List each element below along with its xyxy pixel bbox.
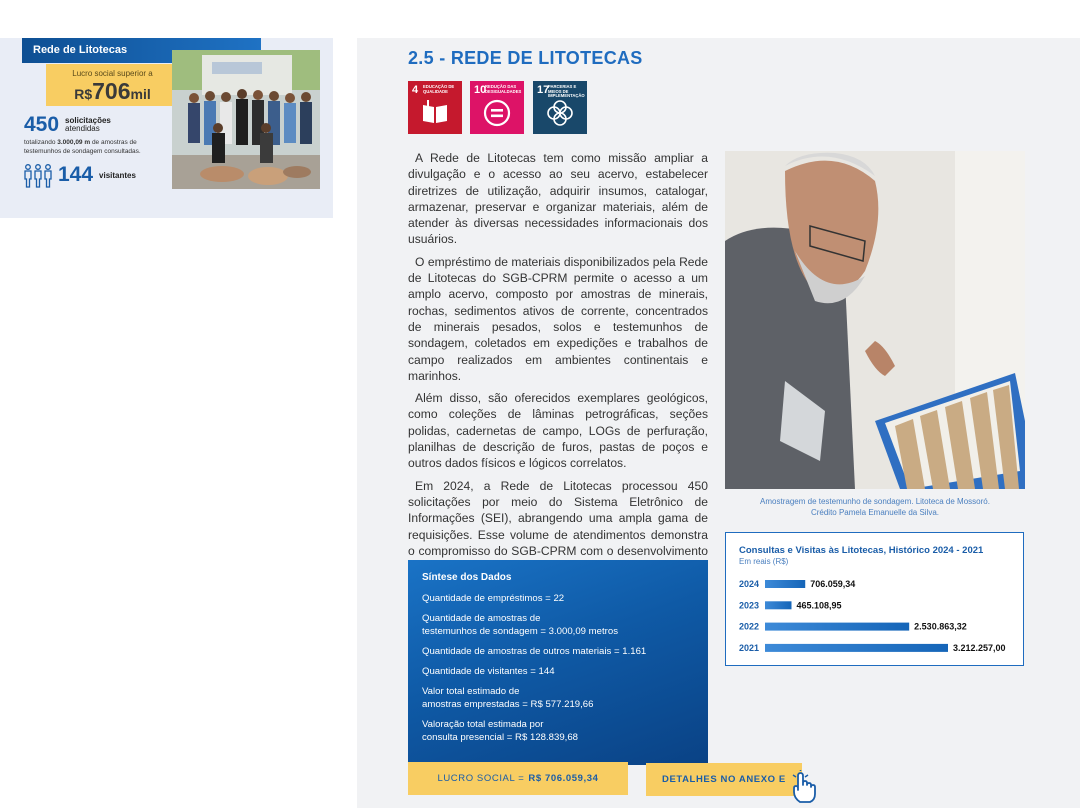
sdg-badge-17 [533,81,587,134]
group-photo [172,50,320,189]
sdg-number: 17 [537,84,550,96]
paragraph: Além disso, são oferecidos exemplares geológicos, como coleções de lâminas petrográficas, seções polidas, cadernetas de campo, LOGs de perfuração, planilhas de descrição de furos, pastas de poços e outros dados físicos e lógicos correlatos. [408,391,708,471]
requests-label [65,117,111,133]
synthesis-line: Quantidade de empréstimos = 22 [422,593,565,604]
requests-note [24,139,164,156]
requests-note-suffix: de amostras de testemunhos de sondagem consultadas. [24,139,141,155]
chart-bar [765,623,909,631]
sdg-badge-4 [408,81,462,134]
requests-note-prefix: totalizando [24,139,58,146]
synthesis-item [422,665,694,678]
synthesis-item [422,718,694,744]
visitors-stat [22,162,136,188]
chart-value-label: 2.530.863,32 [914,621,967,632]
details-annex-button[interactable] [646,763,802,796]
synthesis-line: amostras emprestadas = R$ 577.219,66 [422,699,594,710]
lucro-highlight [46,64,179,106]
visitors-count: 144 [58,163,94,186]
chart-category-label: 2022 [739,621,760,632]
synthesis-line: Valor total estimado de [422,686,520,697]
synthesis-line: Valoração total estimada por [422,719,544,730]
chart-title: Consultas e Visitas às Litotecas, Histórico 2024 - 2021 [739,545,984,556]
chart-bar [765,580,805,588]
synthesis-item [422,645,694,658]
sdg-label: REDUÇÃO DAS DESIGUALDADES [485,84,522,94]
chart-bar [765,644,948,652]
visitors-label: visitantes [99,170,136,180]
summary-card [0,38,333,218]
paragraph: Em 2024, a Rede de Litotecas processou 450 solicitações por meio do Sistema Eletrônico de Informações (SEI), abrangendo uma ampla gama de requisições. Esse volume de atendimentos demonstra o compromisso do SGB-CPRM com o desenvolvimento [408,478,708,558]
details-annex-label: DETALHES NO ANEXO E [662,774,786,785]
lucro-caption: Lucro social superior a [72,69,153,78]
paragraph: O empréstimo de materiais disponibilizados pela Rede de Litotecas do SGB-CPRM permite o acesso a um amplo acervo, composto por amostras de minerais, rochas, sedimentos ativos de corrente, concentrados de minerais pesados, solos e testemunhos de sondagem, coletados em expedições e trabalhos de campo realizados em ambientes continentais e marinhos. [408,254,708,383]
requests-count: 450 [24,113,60,136]
synthesis-title: Síntese dos Dados [422,572,512,583]
synthesis-line: consulta presencial = R$ 128.839,68 [422,732,579,743]
sdg-number: 4 [412,84,419,96]
lucro-social-label: LUCRO SOCIAL = [437,773,525,784]
people-group-icon [22,162,54,188]
chart-subtitle: Em reais (R$) [739,557,789,566]
lucro-currency: R$ [74,86,93,102]
book-icon [421,99,449,127]
chart-plot [726,533,1023,665]
lucro-social-banner [408,762,628,795]
lucro-social-value: R$ 706.059,34 [528,773,599,784]
synthesis-item [422,592,694,605]
sdg-label: PARCERIAS E MEIOS DE IMPLEMENTAÇÃO [548,84,585,99]
chart-category-label: 2023 [739,600,760,611]
synthesis-item [422,685,694,711]
synthesis-line: Quantidade de visitantes = 144 [422,666,555,677]
core-sample-photo [725,151,1025,489]
chart-category-label: 2021 [739,642,760,653]
sdg-number: 10 [474,84,487,96]
partnership-icon [546,99,574,127]
photo-caption-line-2: Crédito Pamela Emanuelle da Silva. [810,508,940,517]
synthesis-line: testemunhos de sondagem = 3.000,09 metros [422,626,618,637]
requests-note-bold: 3.000,09 m [57,139,91,146]
pointing-hand-icon[interactable] [790,770,818,804]
requests-stat [24,114,111,135]
paragraph: A Rede de Litotecas tem como missão ampliar a divulgação e o acesso ao seu acervo, estabelecer diretrizes de utilização, adquirir insumos, catalogar, armazenar, preservar e organizar materiais, além de atender às diversas necessidades informacionais dos usuários. [408,151,708,247]
history-chart [725,532,1024,666]
data-synthesis-box [408,560,708,765]
chart-value-label: 706.059,34 [810,579,856,589]
lucro-unit: mil [130,86,151,102]
lucro-value [46,80,179,103]
section-body [408,150,708,581]
chart-value-label: 3.212.257,00 [953,642,1006,653]
photo-caption [725,496,1025,518]
lucro-number: 706 [92,78,131,104]
synthesis-item [422,612,694,638]
requests-label-2: atendidas [65,124,100,133]
section-title: 2.5 - REDE DE LITOTECAS [408,48,643,68]
sdg-badge-10 [470,81,524,134]
chart-category-label: 2024 [739,579,760,589]
chart-bar [765,601,791,609]
photo-caption-line-1: Amostragem de testemunho de sondagem. Litoteca de Mossoró. [760,497,990,506]
synthesis-line: Quantidade de amostras de outros materiais = 1.161 [422,646,647,657]
synthesis-line: Quantidade de amostras de [422,613,541,624]
sdg-label: EDUCAÇÃO DE QUALIDADE [423,84,455,94]
requests-label-1: solicitações [65,116,111,125]
equality-icon [483,99,511,127]
chart-value-label: 465.108,95 [796,600,842,611]
summary-tab-title: Rede de Litotecas [22,38,261,63]
